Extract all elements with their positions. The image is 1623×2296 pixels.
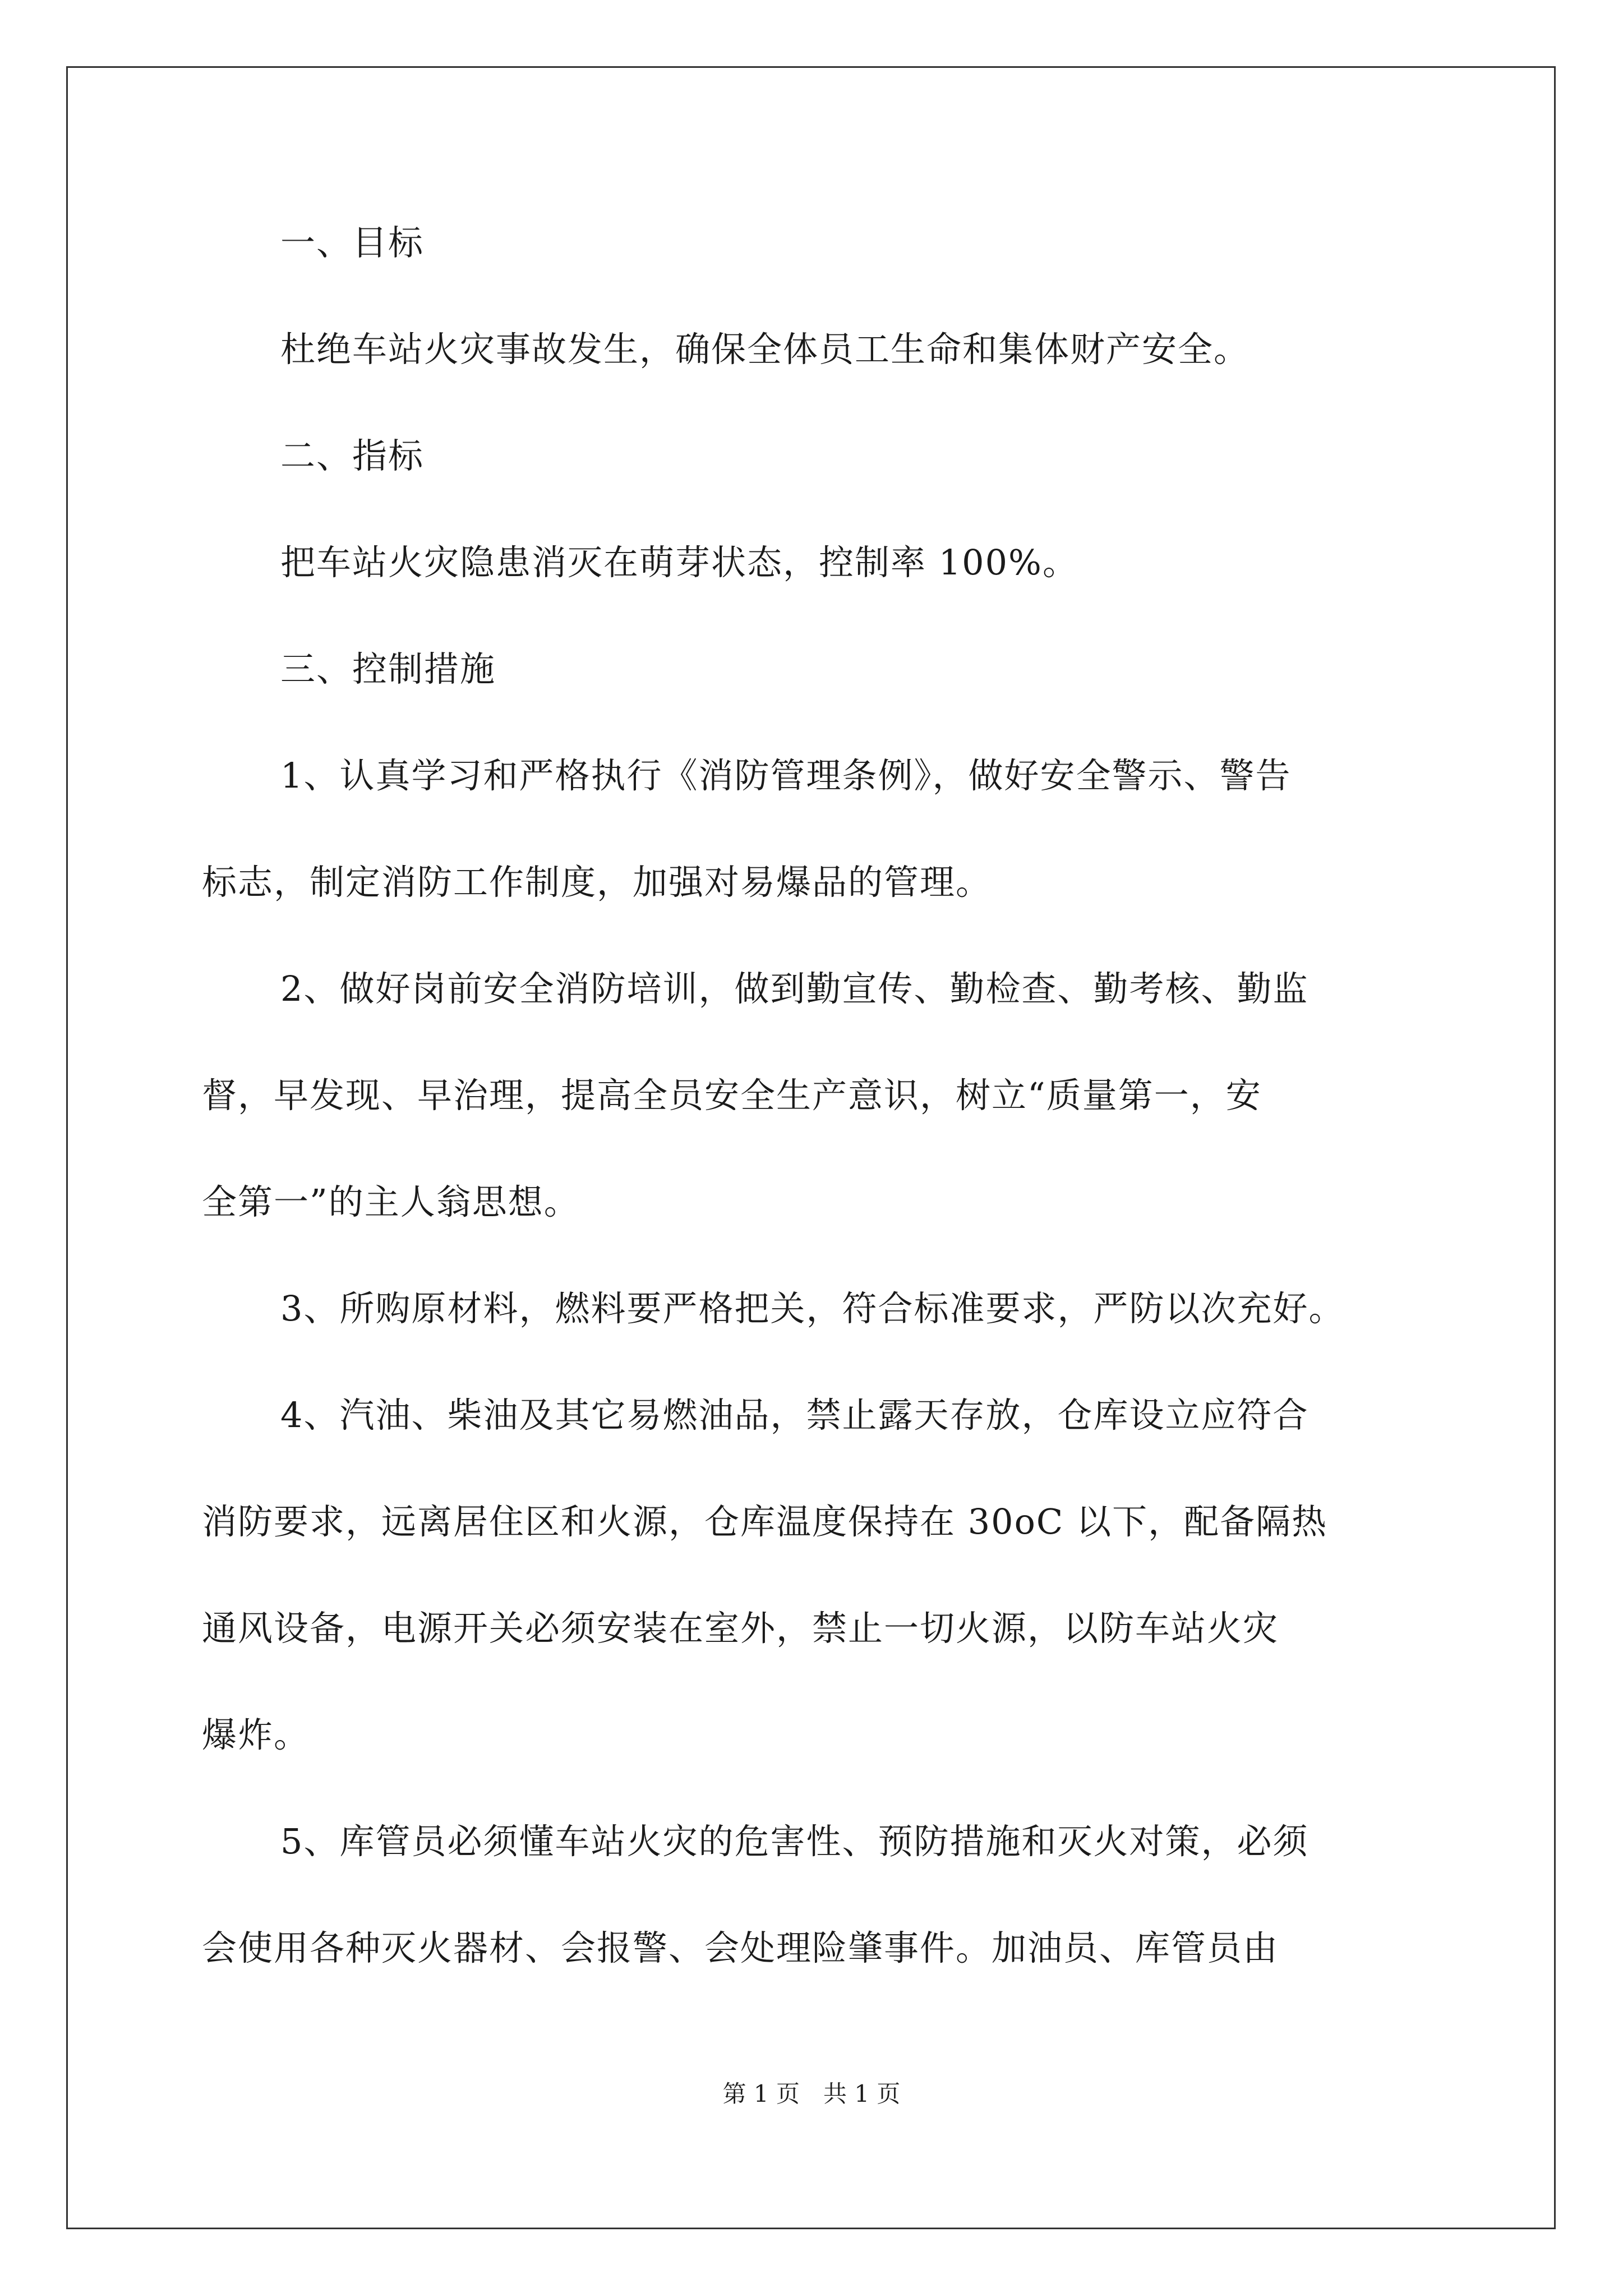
paragraph-line: 消防要求，远离居住区和火源，仓库温度保持在 30oC 以下，配备隔热: [202, 1501, 1328, 1542]
list-item-2: [202, 968, 1422, 1287]
section-heading-measures: [202, 648, 1422, 754]
paragraph-line: 1、认真学习和严格执行《消防管理条例》，做好安全警示、警告: [280, 755, 1292, 796]
paragraph-line: 会使用各种灭火器材、会报警、会处理险肇事件。加油员、库管员由: [202, 1927, 1279, 1968]
paragraph-line: 标志，制定消防工作制度，加强对易爆品的管理。: [202, 862, 992, 903]
section-heading-goal: [202, 222, 1422, 328]
paragraph-line: 爆炸。: [202, 1714, 310, 1755]
section-heading-indicator: [202, 435, 1422, 541]
heading-text: 二、指标: [280, 435, 425, 476]
heading-text: 三、控制措施: [280, 648, 496, 689]
list-item-4: [202, 1394, 1422, 1820]
paragraph-line: 5、库管员必须懂车站火灾的危害性、预防措施和灭火对策，必须: [280, 1821, 1309, 1862]
paragraph-line: 全第一”的主人翁思想。: [202, 1181, 580, 1222]
paragraph-line: 3、所购原材料，燃料要严格把关，符合标准要求，严防以次充好。: [280, 1288, 1345, 1329]
paragraph-line: 2、做好岗前安全消防培训，做到勤宣传、勤检查、勤考核、勤监: [280, 968, 1309, 1009]
paragraph-line: 4、汽油、柴油及其它易燃油品，禁止露天存放，仓库设立应符合: [280, 1395, 1309, 1435]
list-item-5: [202, 1820, 1422, 2033]
list-item-3: [202, 1287, 1422, 1394]
paragraph-text: 把车站火灾隐患消灭在萌芽状态，控制率 100%。: [280, 542, 1078, 583]
page-footer: [0, 2076, 1623, 2109]
paragraph-text: 杜绝车站火灾事故发生，确保全体员工生命和集体财产安全。: [280, 329, 1250, 370]
heading-text: 一、目标: [280, 222, 425, 263]
list-item-1: [202, 754, 1422, 968]
page-number: 第 1 页 共 1 页: [722, 2080, 901, 2108]
paragraph-line: 督，早发现、早治理，提高全员安全生产意识，树立“质量第一，安: [202, 1075, 1262, 1116]
paragraph-indicator: [202, 541, 1422, 648]
paragraph-goal: [202, 328, 1422, 435]
paragraph-line: 通风设备，电源开关必须安装在室外，禁止一切火源，以防车站火灾: [202, 1608, 1279, 1649]
